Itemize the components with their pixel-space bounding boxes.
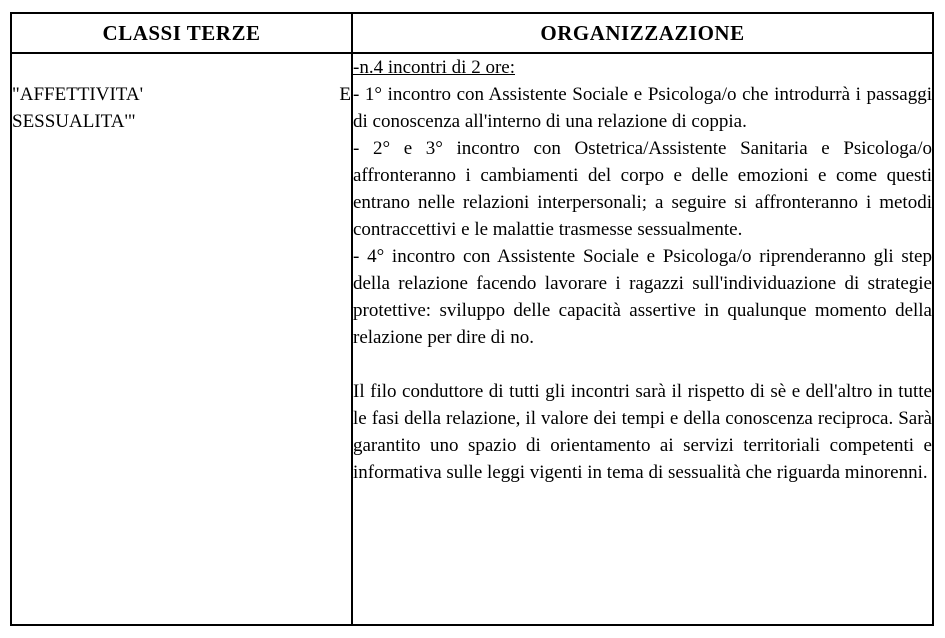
header-cell-classi-terze: CLASSI TERZE (11, 13, 352, 53)
paragraph-incontro-4: - 4° incontro con Assistente Sociale e Psicologa/o riprenderanno gli step della relazione facendo lavorare i ragazzi sull'individuazione di strategie protettive: sviluppo delle capacità assertive in qualunque momento della relazione per dire di no. (353, 246, 932, 348)
header-cell-organizzazione: ORGANIZZAZIONE (352, 13, 933, 53)
document-table (10, 12, 934, 626)
paragraph-incontro-2-3: - 2° e 3° incontro con Ostetrica/Assistente Sanitaria e Psicologa/o affronteranno i cambiamenti del corpo e delle emozioni e come questi entrano nelle relazioni interpersonali; a seguire si affronteranno i metodi contraccettivi e le malattie trasmesse sessualmente. (353, 138, 932, 240)
meetings-heading-line (353, 54, 932, 81)
topic-title-line1 (12, 81, 351, 108)
paragraph-filo-conduttore: Il filo conduttore di tutti gli incontri sarà il rispetto di sè e dell'altro in tutte le fasi della relazione, il valore dei tempi e della conoscenza reciproca. Sarà garantito uno spazio di orientamento ai servizi territoriali competenti e informativa sulle leggi vigenti in tema di sessualità che riguarda minorenni. (353, 381, 932, 483)
cell-classi-terze (11, 53, 352, 625)
paragraph-blank (353, 351, 932, 378)
topic-title-line2: SESSUALITA'" (12, 111, 136, 132)
header-row (11, 13, 933, 53)
blank-line (12, 54, 351, 81)
topic-title-part1: "AFFETTIVITA' (12, 84, 144, 105)
topic-title-part2: E (339, 84, 351, 105)
meetings-heading: -n.4 incontri di 2 ore: (353, 57, 515, 78)
paragraph-incontro-1: - 1° incontro con Assistente Sociale e Psicologa/o che introdurrà i passaggi di conoscenza all'interno di una relazione di coppia. (353, 84, 932, 132)
body-row (11, 53, 933, 625)
cell-organizzazione (352, 53, 933, 625)
